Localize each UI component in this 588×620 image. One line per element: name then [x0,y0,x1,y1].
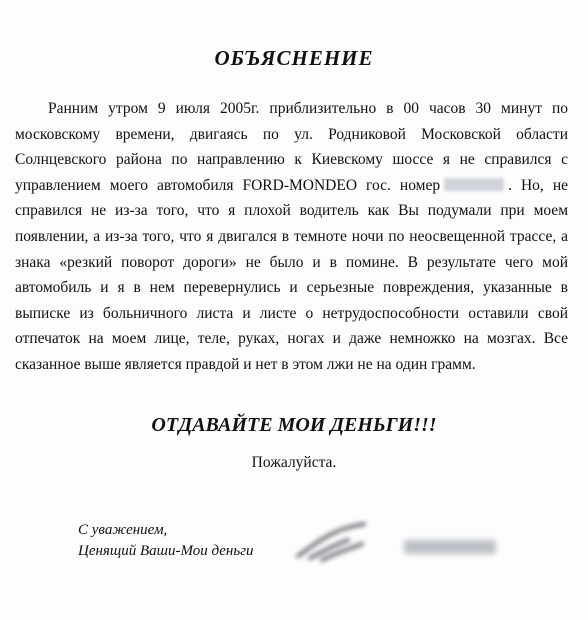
closing-block [78,520,254,562]
paragraph-text-start: Ранним утром 9 июля 2005г. приблизительно в 00 часов 30 минут по московскому времени, двигаясь по ул. Родниковой Московской области Солнцевского района по направлению к Киевскому шоссе я не справился с управлением моего автомобиля FORD-MONDEO гос. номер [15,100,568,194]
explanation-paragraph [15,96,568,378]
redacted-plate-number [444,178,504,191]
redacted-signature [292,516,372,566]
closing-regards: С уважением, [78,522,168,538]
please-line: Пожалуйста. [251,454,337,471]
document-title: ОБЪЯСНЕНИЕ [214,46,374,70]
demand-slogan: ОТДАВАЙТЕ МОИ ДЕНЬГИ!!! [151,414,437,436]
closing-signature-line: Ценящий Ваши-Мои деньги [78,543,254,559]
redacted-signer-name [404,540,496,554]
paragraph-text-end: . Но, не справился не из-за того, что я плохой водитель как Вы подумали при моем появлении, а из-за того, что я двигался в темноте ночи по неосвещенной трассе, а знака «резкий поворот дороги» не было и в помине. В результате чего мой автомобиль и я в нем перевернулись и серьезные повреждения, указанные в выписке из больничного листа и листе о нетрудоспособности оставили свой отпечаток на моем лице, теле, руках, ногах и даже немножко на мозгах. Все сказанное выше является правдой и нет в этом лжи не на один грамм. [15,176,568,373]
